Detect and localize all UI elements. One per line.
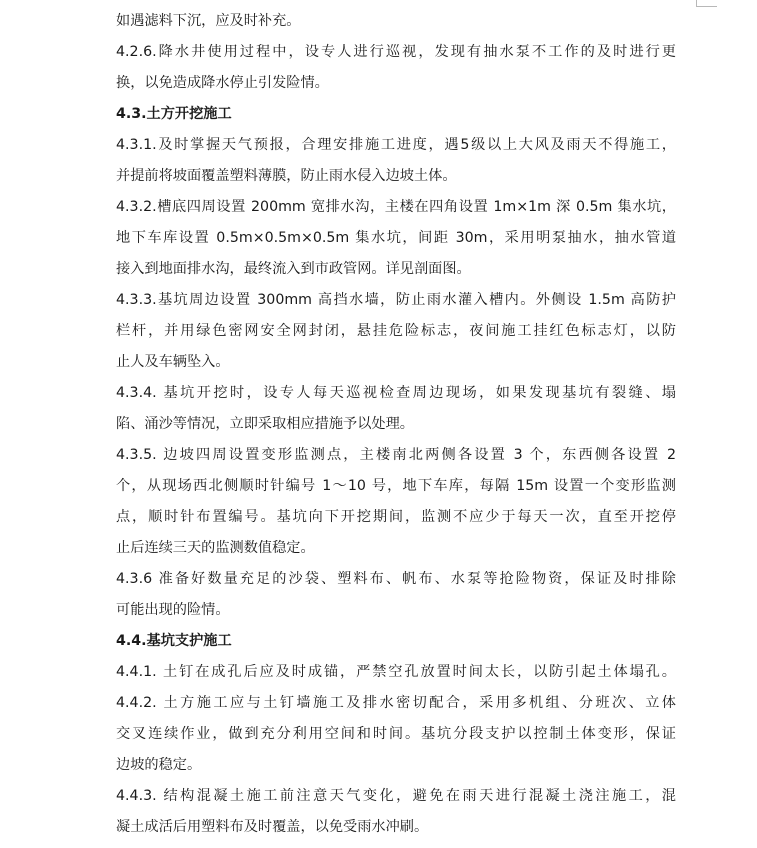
paragraph-line: 个，从现场西北侧顺时针编号 1～10 号，地下车库，每隔 15m 设置一个变形监测 — [116, 478, 676, 494]
paragraph-line: 地下车库设置 0.5m×0.5m×0.5m 集水坑，间距 30m，采用明泵抽水，抽水管道 — [116, 230, 676, 246]
paragraph-line: 4.3.4. 基坑开挖时，设专人每天巡视检查周边现场，如果发现基坑有裂缝、塌 — [116, 385, 676, 401]
section-heading: 4.3.土方开挖施工 — [116, 106, 232, 122]
paragraph-line: 4.3.2.槽底四周设置 200mm 宽排水沟，主楼在四角设置 1m×1m 深 0.5m 集水坑， — [116, 199, 676, 215]
paragraph-line: 如遇滤料下沉，应及时补充。 — [116, 13, 301, 29]
paragraph-line: 交叉连续作业，做到充分利用空间和时间。基坑分段支护以控制土体变形，保证 — [116, 726, 676, 742]
document-body — [116, 6, 676, 843]
paragraph-line: 并提前将坡面覆盖塑料薄膜，防止雨水侵入边坡土体。 — [116, 168, 457, 184]
paragraph-line: 止人及车辆坠入。 — [116, 354, 230, 370]
paragraph-line: 凝土成活后用塑料布及时覆盖，以免受雨水冲刷。 — [116, 819, 429, 835]
paragraph-line: 点，顺时针布置编号。基坑向下开挖期间，监测不应少于每天一次，直至开挖停 — [116, 509, 676, 525]
paragraph-line: 陷、涌沙等情况，立即采取相应措施予以处理。 — [116, 416, 414, 432]
paragraph-line: 4.3.5. 边坡四周设置变形监测点，主楼南北两侧各设置 3 个，东西侧各设置 2 — [116, 447, 676, 463]
paragraph-line: 4.4.2. 土方施工应与土钉墙施工及排水密切配合，采用多机组、分班次、立体 — [116, 695, 676, 711]
paragraph-line: 4.3.3.基坑周边设置 300mm 高挡水墙，防止雨水灌入槽内。外侧设 1.5m 高防护 — [116, 292, 676, 308]
paragraph-line: 4.3.6 准备好数量充足的沙袋、塑料布、帆布、水泵等抢险物资，保证及时排除 — [116, 571, 676, 587]
paragraph-line: 4.3.1.及时掌握天气预报，合理安排施工进度，遇5级以上大风及雨天不得施工， — [116, 137, 676, 153]
paragraph-line: 换，以免造成降水停止引发险情。 — [116, 75, 329, 91]
paragraph-line: 接入到地面排水沟，最终流入到市政管网。详见剖面图。 — [116, 261, 471, 277]
section-heading: 4.4.基坑支护施工 — [116, 633, 232, 649]
paragraph-line: 栏杆，并用绿色密网安全网封闭，悬挂危险标志，夜间施工挂红色标志灯，以防 — [116, 323, 676, 339]
paragraph-line: 止后连续三天的监测数值稳定。 — [116, 540, 315, 556]
paragraph-line: 4.4.1. 土钉在成孔后应及时成锚，严禁空孔放置时间太长，以防引起土体塌孔。 — [116, 664, 676, 680]
paragraph-line: 4.4.3. 结构混凝土施工前注意天气变化，避免在雨天进行混凝土浇注施工，混 — [116, 788, 676, 804]
page-corner-mark — [696, 0, 717, 7]
paragraph-line: 4.2.6.降水井使用过程中，设专人进行巡视，发现有抽水泵不工作的及时进行更 — [116, 44, 676, 60]
paragraph-line: 边坡的稳定。 — [116, 757, 202, 773]
paragraph-line: 可能出现的险情。 — [116, 602, 230, 618]
